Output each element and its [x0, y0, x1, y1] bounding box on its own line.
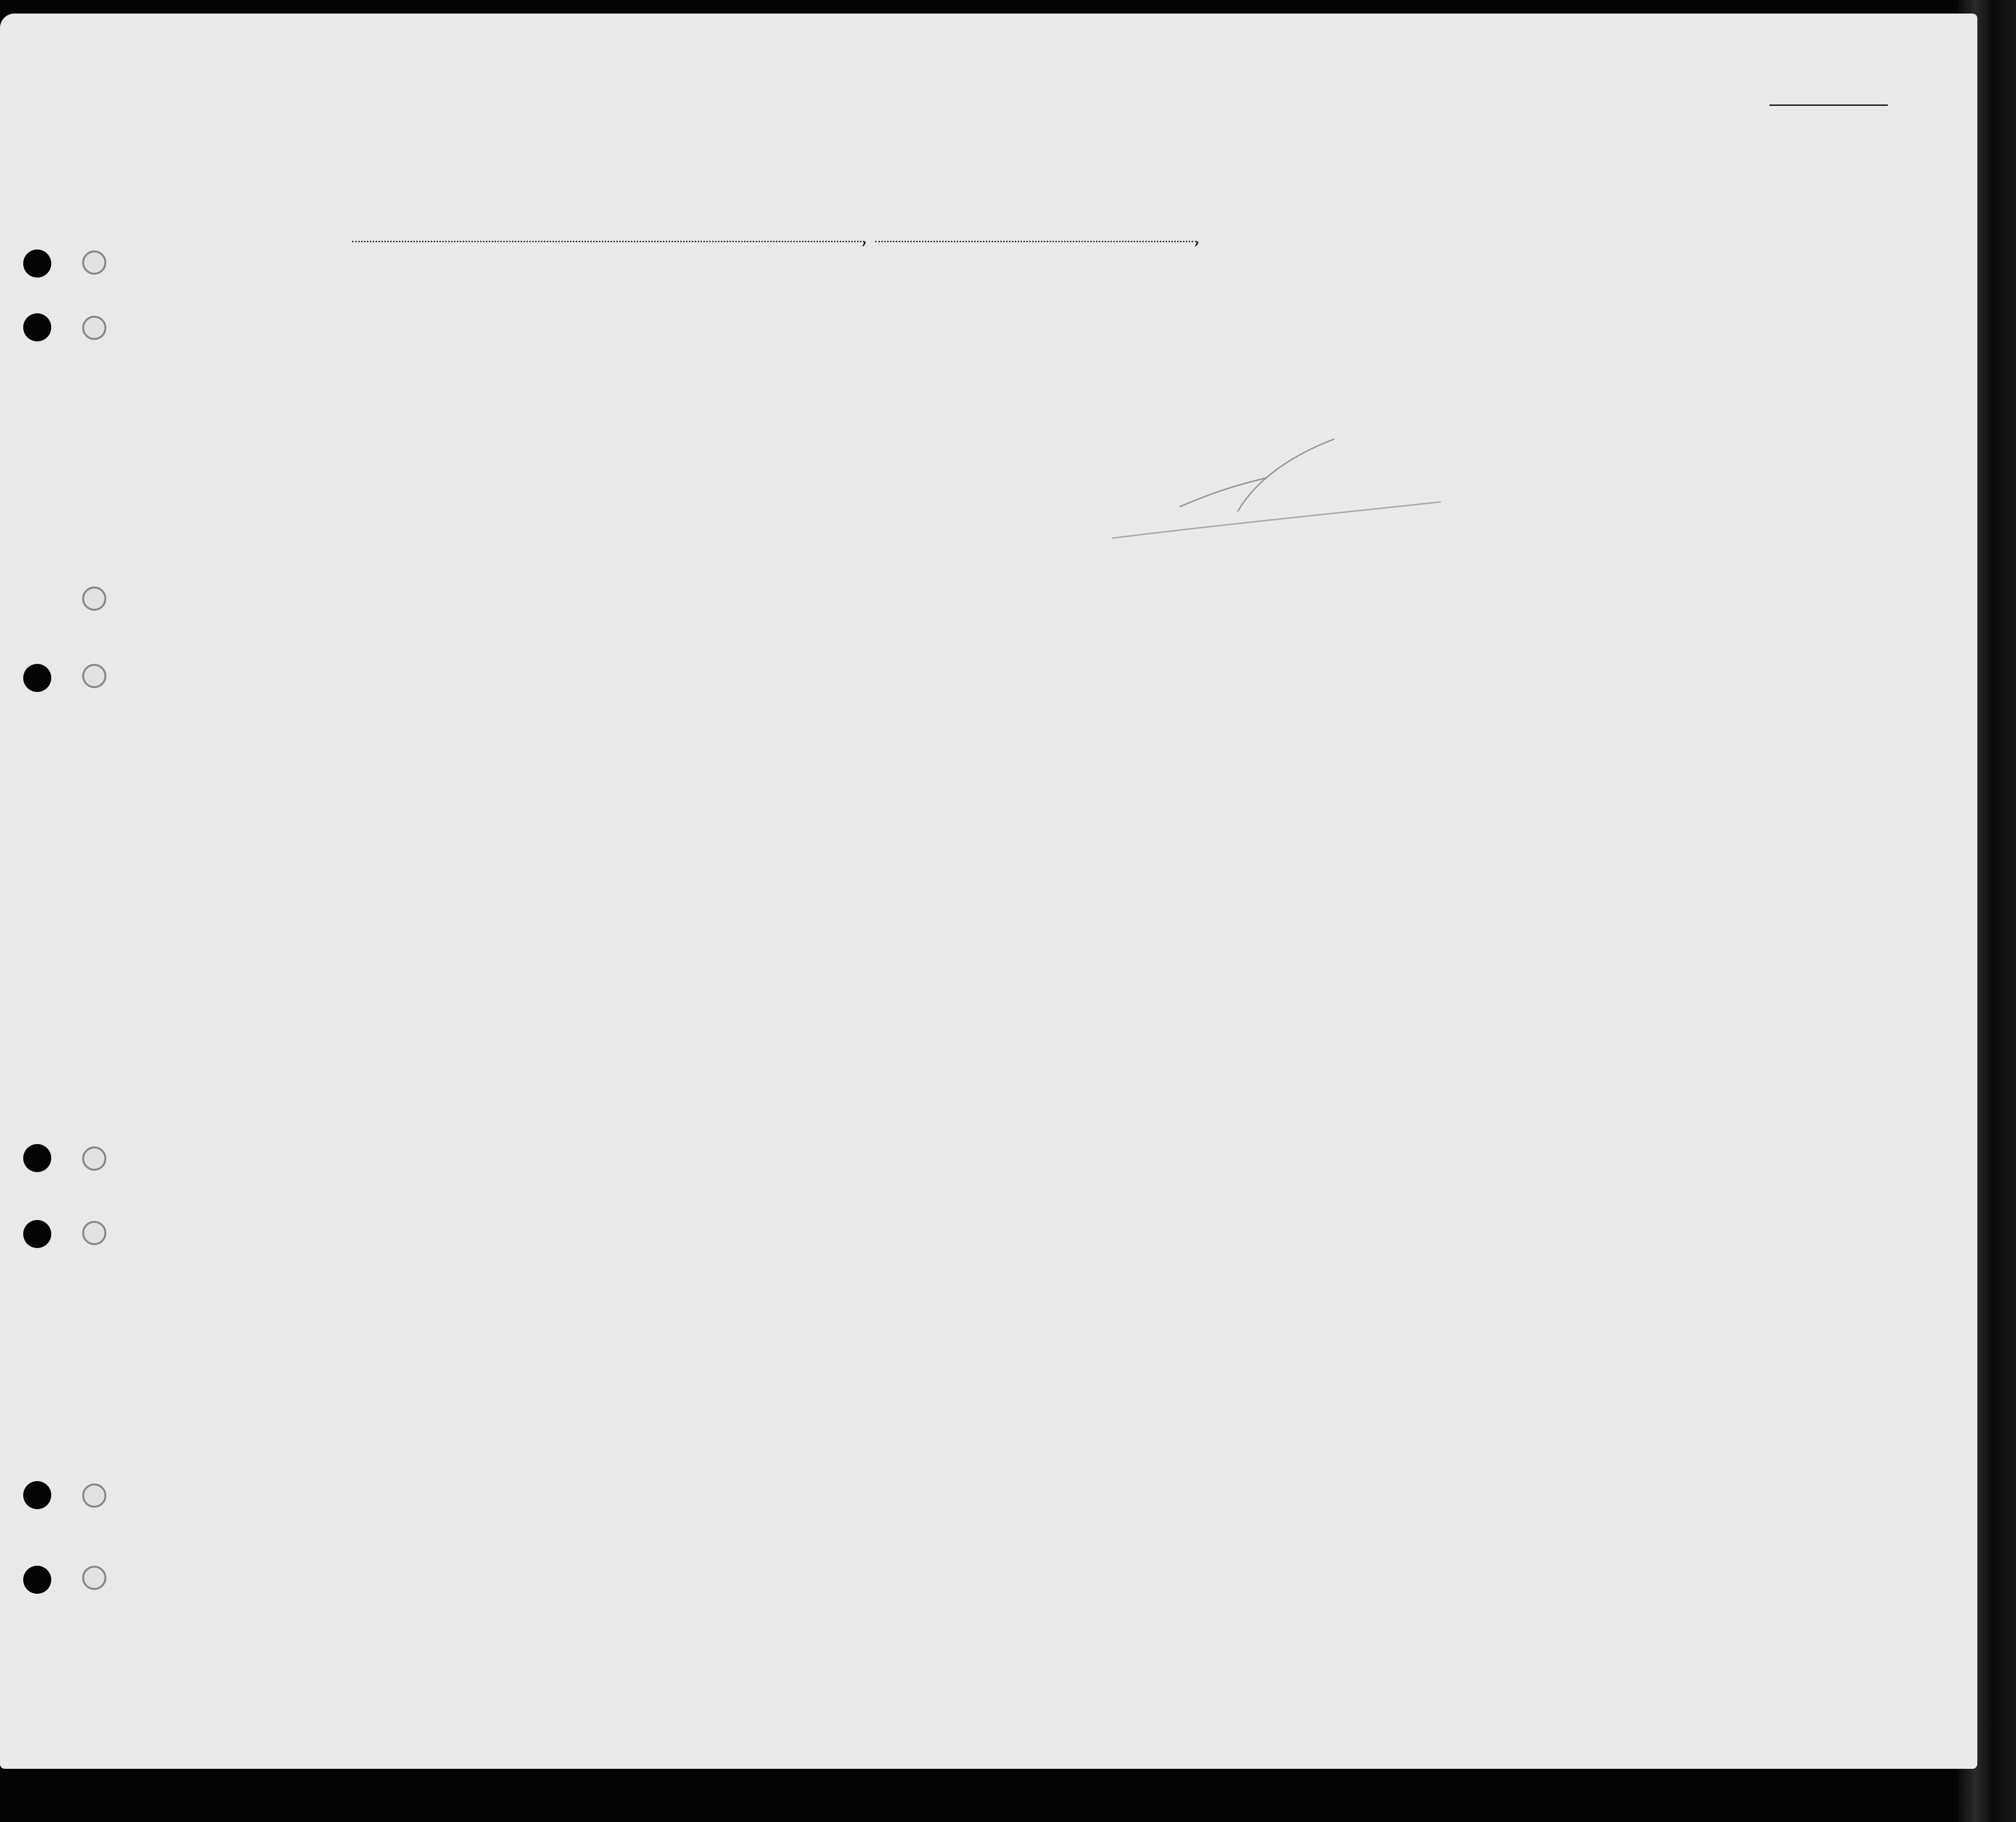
pencil-strokes	[0, 14, 1977, 1769]
manifest-sheet	[0, 14, 1977, 1769]
comma: ,	[1194, 226, 1200, 249]
comma: ,	[862, 226, 868, 249]
